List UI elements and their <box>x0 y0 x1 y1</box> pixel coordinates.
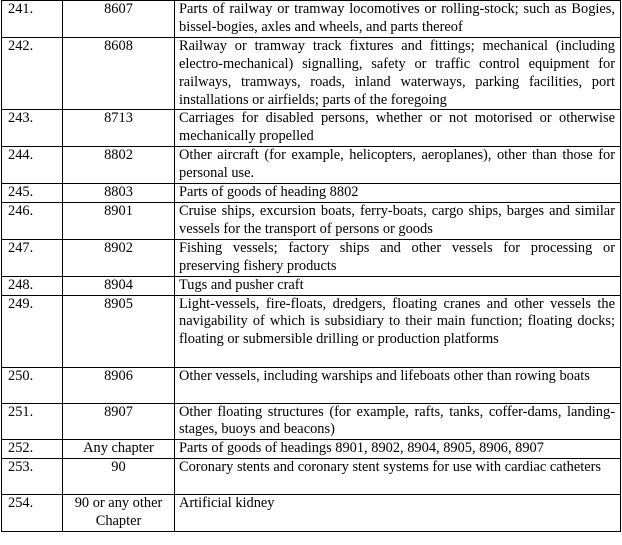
table-row <box>2 184 621 203</box>
goods-description: Other vessels, including warships and lifeboats other than rowing boats <box>175 367 621 403</box>
table-row <box>2 239 621 276</box>
goods-description: Other floating structures (for example, rafts, tanks, coffer-dams, landing-stages, buoys and beacons) <box>175 403 621 440</box>
serial-number: 246. <box>2 202 63 239</box>
goods-description: Cruise ships, excursion boats, ferry-boats, cargo ships, barges and similar vessels for the transport of persons or goods <box>175 202 621 239</box>
chapter-code: 8906 <box>63 367 175 403</box>
goods-description: Coronary stents and coronary stent systems for use with cardiac catheters <box>175 459 621 495</box>
serial-number: 245. <box>2 184 63 203</box>
chapter-code: 8803 <box>63 184 175 203</box>
serial-number: 248. <box>2 276 63 295</box>
tariff-table <box>1 0 621 532</box>
chapter-code: 8901 <box>63 202 175 239</box>
chapter-code: 90 <box>63 459 175 495</box>
chapter-code: 8905 <box>63 295 175 367</box>
goods-description: Parts of railway or tramway locomotives or rolling-stock; such as Bogies, bissel-bogies, axles and wheels, and parts thereof <box>175 1 621 38</box>
chapter-code: 8902 <box>63 239 175 276</box>
table-row <box>2 367 621 403</box>
goods-description: Carriages for disabled persons, whether or not motorised or otherwise mechanically propelled <box>175 110 621 147</box>
chapter-code: 8904 <box>63 276 175 295</box>
table-row <box>2 403 621 440</box>
goods-description: Light-vessels, fire-floats, dredgers, floating cranes and other vessels the navigability of which is subsidiary to their main function; floating docks; floating or submersible drilling or production platforms <box>175 295 621 367</box>
chapter-code: 8608 <box>63 37 175 110</box>
serial-number: 251. <box>2 403 63 440</box>
table-row <box>2 459 621 495</box>
chapter-code: Any chapter <box>63 440 175 459</box>
goods-description: Railway or tramway track fixtures and fittings; mechanical (including electro-mechanical) signalling, safety or traffic control equipment for railways, tramways, roads, inland waterways, parking facilities, port installations or airfields; parts of the foregoing <box>175 37 621 110</box>
table-row <box>2 37 621 110</box>
chapter-code: 8907 <box>63 403 175 440</box>
table-row <box>2 1 621 38</box>
chapter-code: 8802 <box>63 147 175 184</box>
table-row <box>2 147 621 184</box>
serial-number: 250. <box>2 367 63 403</box>
table-row <box>2 202 621 239</box>
chapter-code: 8713 <box>63 110 175 147</box>
chapter-code: 8607 <box>63 1 175 38</box>
goods-description: Artificial kidney <box>175 495 621 532</box>
serial-number: 253. <box>2 459 63 495</box>
goods-description: Parts of goods of headings 8901, 8902, 8904, 8905, 8906, 8907 <box>175 440 621 459</box>
goods-description: Fishing vessels; factory ships and other vessels for processing or preserving fishery products <box>175 239 621 276</box>
serial-number: 243. <box>2 110 63 147</box>
serial-number: 249. <box>2 295 63 367</box>
serial-number: 241. <box>2 1 63 38</box>
serial-number: 244. <box>2 147 63 184</box>
table-row <box>2 295 621 367</box>
serial-number: 252. <box>2 440 63 459</box>
table-row <box>2 110 621 147</box>
serial-number: 254. <box>2 495 63 532</box>
chapter-code: 90 or any other Chapter <box>63 495 175 532</box>
goods-description: Parts of goods of heading 8802 <box>175 184 621 203</box>
goods-description: Tugs and pusher craft <box>175 276 621 295</box>
table-row <box>2 495 621 532</box>
serial-number: 247. <box>2 239 63 276</box>
table-row <box>2 276 621 295</box>
goods-description: Other aircraft (for example, helicopters, aeroplanes), other than those for personal use. <box>175 147 621 184</box>
table-row <box>2 440 621 459</box>
serial-number: 242. <box>2 37 63 110</box>
